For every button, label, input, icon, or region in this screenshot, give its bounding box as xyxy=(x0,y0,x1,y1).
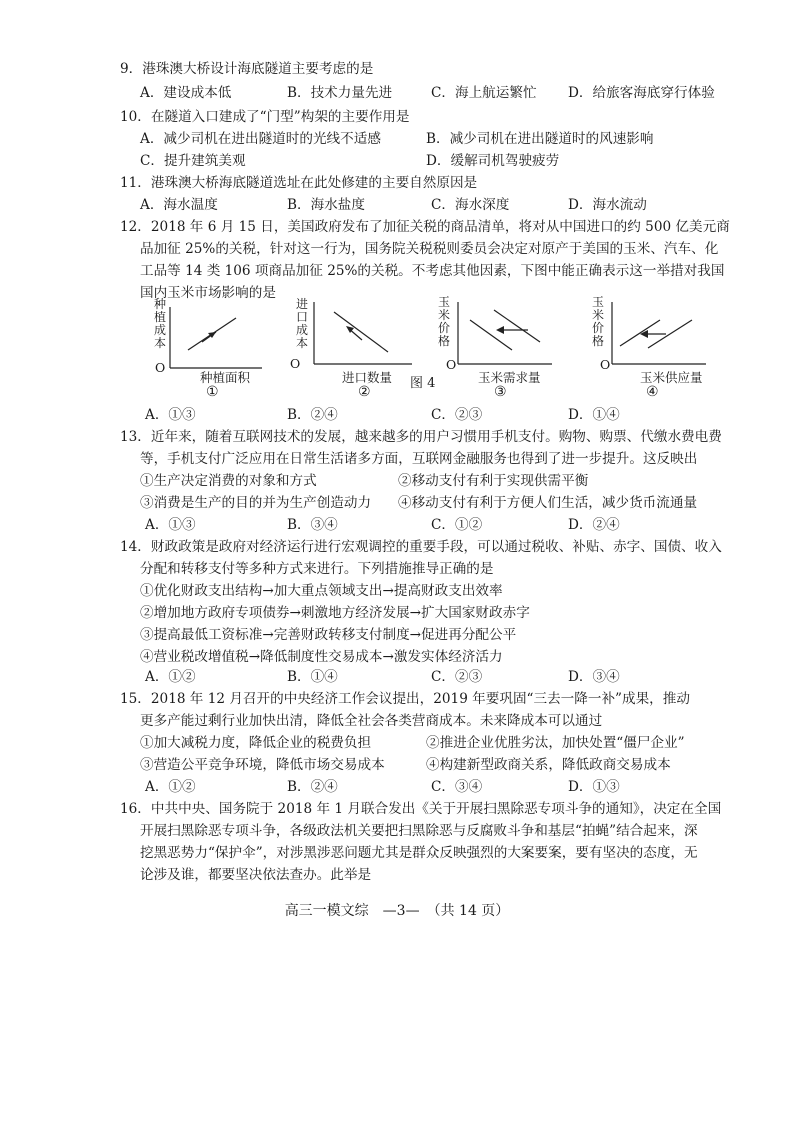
graph-4-ylabel-char: 价 xyxy=(592,321,605,335)
graph-3-number: ③ xyxy=(494,384,507,400)
graph-4-ylabel-char: 玉 xyxy=(592,295,605,309)
graph-3-ylabel-char: 玉 xyxy=(438,295,451,309)
graph-3-arrow-icon xyxy=(496,326,504,334)
q13-option-d: D．②④ xyxy=(568,517,620,533)
graph-2-ylabel-char: 口 xyxy=(296,310,309,324)
q12-line-1: 12．2018 年 6 月 15 日，美国政府发布了加征关税的商品清单，将对从中国进口的约 500 亿美元商 xyxy=(120,219,730,235)
graph-3-curve-2 xyxy=(494,310,540,342)
q14-item-2: ②增加地方政府专项债券→刺激地方经济发展→扩大国家财政赤字 xyxy=(140,605,530,621)
graph-4-arrow-icon xyxy=(640,330,648,338)
q12-option-c: C．②③ xyxy=(431,407,483,423)
graph-4-ylabel xyxy=(592,296,606,348)
q14-item-1: ①优化财政支出结构→加大重点领域支出→提高财政支出效率 xyxy=(140,583,503,599)
graph-2-number: ② xyxy=(358,384,371,400)
page-footer: 高三一模文综 —3— （共 14 页） xyxy=(284,903,510,919)
q14-item-3: ③提高最低工资标准→完善财政转移支付制度→促进再分配公平 xyxy=(140,627,517,643)
q13-option-b: B．③④ xyxy=(287,517,338,533)
q13-line-1: 13．近年来，随着互联网技术的发展，越来越多的用户习惯用手机支付。购物、购票、代缴水费电费 xyxy=(120,429,722,445)
q11-option-a: A．海水温度 xyxy=(140,197,218,213)
q10-option-a: A．减少司机在进出隧道时的光线不适感 xyxy=(140,131,381,147)
q14-option-d: D．③④ xyxy=(568,669,620,685)
q11-option-c: C．海水深度 xyxy=(431,197,510,213)
graph-1-ylabel xyxy=(154,298,166,350)
graph-2-ylabel-char: 成 xyxy=(296,323,309,337)
graph-3-ylabel-char: 米 xyxy=(438,308,451,322)
graph-1-number: ① xyxy=(206,384,219,400)
q12-line-2: 品加征 25%的关税，针对这一行为，国务院关税税则委员会决定对原产于美国的玉米、汽车、化 xyxy=(140,241,719,257)
q12-option-d: D．①④ xyxy=(568,407,620,423)
graph-3-svg xyxy=(438,295,560,378)
q12-option-b: B．②④ xyxy=(287,407,338,423)
graph-1-ylabel-char: 植 xyxy=(154,310,167,324)
q9-stem: 9．港珠澳大桥设计海底隧道主要考虑的是 xyxy=(120,61,374,77)
graph-1-ylabel-char: 本 xyxy=(154,336,167,350)
q15-item-4: ④构建新型政商关系，降低政商交易成本 xyxy=(426,757,671,773)
q14-option-c: C．②③ xyxy=(431,669,483,685)
q12-line-3: 工品等 14 类 106 项商品加征 25%的关税。不考虑其他因素，下图中能正确表示这一举措对我国 xyxy=(140,263,725,279)
q15-line-2: 更多产能过剩行业加快出清，降低全社会各类营商成本。未来降成本可以通过 xyxy=(140,713,603,729)
figure-caption: 图 4 xyxy=(410,376,436,391)
graph-2-ylabel xyxy=(296,298,310,350)
q16-line-3: 挖黑恶势力“保护伞”，对涉黑涉恶问题尤其是群众反映强烈的大案要案，要有坚决的态度，无 xyxy=(140,845,698,861)
q13-option-a: A．①③ xyxy=(145,517,196,533)
q16-line-1: 16．中共中央、国务院于 2018 年 1 月联合发出《关于开展扫黑除恶专项斗争的通知》，决定在全国 xyxy=(120,801,722,817)
graph-1-ylabel-char: 种 xyxy=(154,297,167,311)
q15-line-1: 15．2018 年 12 月召开的中央经济工作会议提出，2019 年要巩固“三去一降一补”成果，推动 xyxy=(120,691,690,707)
q16-line-2: 开展扫黑除恶专项斗争，各级政法机关要把扫黑除恶与反腐败斗争和基层“拍蝇”结合起来，深 xyxy=(140,823,698,839)
q15-item-1: ①加大减税力度，降低企业的税费负担 xyxy=(140,735,372,751)
q9-option-d: D．给旅客海底穿行体验 xyxy=(568,85,715,101)
q10-option-b: B．减少司机在进出隧道时的风速影响 xyxy=(426,131,654,147)
graph-3-ylabel xyxy=(438,296,452,348)
q13-item-3: ③消费是生产的目的并为生产创造动力 xyxy=(140,495,372,511)
graph-3-xlabel: 玉米需求量 xyxy=(478,370,541,385)
q13-item-1: ①生产决定消费的对象和方式 xyxy=(140,473,317,489)
q15-option-c: C．③④ xyxy=(431,779,483,795)
q10-stem: 10．在隧道入口建成了“门型”构架的主要作用是 xyxy=(120,109,410,125)
q13-item-2: ②移动支付有利于实现供需平衡 xyxy=(398,473,589,489)
q15-option-a: A．①② xyxy=(145,779,196,795)
q15-option-d: D．①③ xyxy=(568,779,620,795)
q9-option-b: B．技术力量先进 xyxy=(287,85,393,101)
q15-item-2: ②推进企业优胜劣汰，加快处置“僵尸企业” xyxy=(426,735,685,751)
q14-option-a: A．①② xyxy=(145,669,196,685)
q12-option-a: A．①③ xyxy=(145,407,196,423)
graph-4-xlabel: 玉米供应量 xyxy=(640,370,703,385)
graph-4-ylabel-char: 格 xyxy=(592,334,605,348)
graph-4-origin: O xyxy=(600,357,611,372)
graph-2-curve xyxy=(334,312,388,352)
graph-3-origin: O xyxy=(446,357,457,372)
graph-4-ylabel-char: 米 xyxy=(592,308,605,322)
q13-line-2: 等，手机支付广泛应用在日常生活诸多方面，互联网金融服务也得到了进一步提升。这反映出 xyxy=(140,451,698,467)
q16-line-4: 论涉及谁，都要坚决依法查办。此举是 xyxy=(140,867,372,883)
graph-2-ylabel-char: 本 xyxy=(296,336,309,350)
graph-4-number: ④ xyxy=(646,384,659,400)
graph-1-ylabel-char: 成 xyxy=(154,323,167,337)
q15-option-b: B．②④ xyxy=(287,779,338,795)
q9-option-a: A．建设成本低 xyxy=(140,85,232,101)
q14-option-b: B．①④ xyxy=(287,669,338,685)
graph-1-origin: O xyxy=(155,360,166,375)
q11-option-d: D．海水流动 xyxy=(568,197,647,213)
q12-line-4: 国内玉米市场影响的是 xyxy=(140,285,276,301)
graph-3-curve-1 xyxy=(470,320,512,350)
graph-2-xlabel: 进口数量 xyxy=(342,370,393,385)
q10-option-d: D．缓解司机驾驶疲劳 xyxy=(426,153,560,169)
q13-option-c: C．①② xyxy=(431,517,483,533)
q9-option-c: C．海上航运繁忙 xyxy=(431,85,537,101)
q11-stem: 11．港珠澳大桥海底隧道选址在此处修建的主要自然原因是 xyxy=(120,175,478,191)
graph-2-origin: O xyxy=(290,356,301,371)
q11-option-b: B．海水盐度 xyxy=(287,197,365,213)
q13-item-4: ④移动支付有利于方便人们生活，减少货币流通量 xyxy=(398,495,698,511)
q14-line-2: 分配和转移支付等多种方式来进行。下列措施推导正确的是 xyxy=(140,561,494,577)
graph-4-curve-1 xyxy=(620,320,660,346)
graph-4-svg xyxy=(592,295,714,378)
q14-item-4: ④营业税改增值税→降低制度性交易成本→激发实体经济活力 xyxy=(140,649,503,665)
q10-option-c: C．提升建筑美观 xyxy=(140,153,246,169)
graph-3-ylabel-char: 价 xyxy=(438,321,451,335)
graph-3-ylabel-char: 格 xyxy=(438,334,451,348)
graph-1-xlabel: 种植面积 xyxy=(200,370,251,385)
q14-line-1: 14．财政政策是政府对经济运行进行宏观调控的重要手段，可以通过税收、补贴、赤字、国债、收入 xyxy=(120,539,722,555)
q15-item-3: ③营造公平竞争环境，降低市场交易成本 xyxy=(140,757,385,773)
graph-2-ylabel-char: 进 xyxy=(296,297,309,311)
